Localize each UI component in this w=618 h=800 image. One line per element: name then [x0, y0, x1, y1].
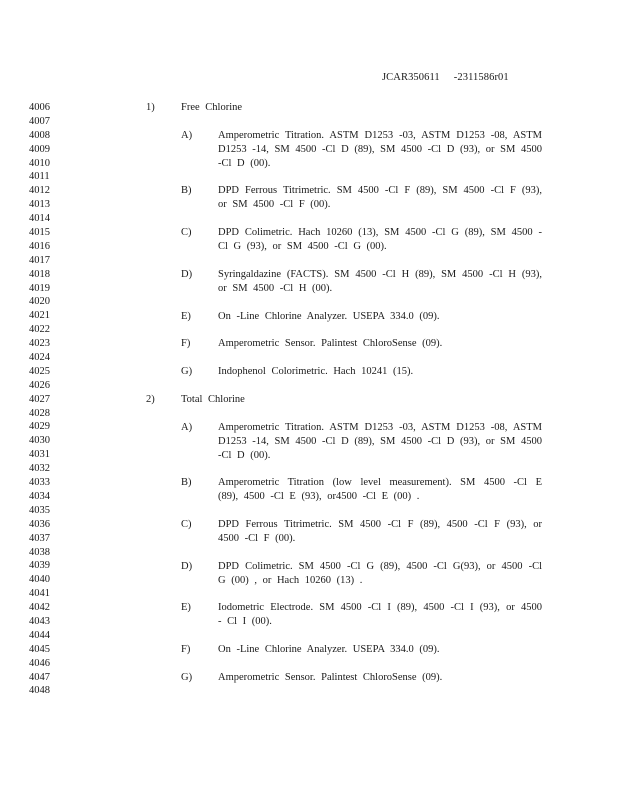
line-number: 4035 — [29, 504, 50, 516]
section-number: 2) — [146, 393, 155, 405]
section-title: Free Chlorine — [181, 102, 243, 113]
line-number: 4026 — [29, 379, 50, 391]
item-letter: D) — [181, 268, 193, 280]
line-number: 4038 — [29, 546, 50, 558]
item-letter: A) — [181, 421, 193, 433]
item-letter: D) — [181, 560, 193, 572]
item-letter: C) — [181, 519, 192, 530]
item-letter: B) — [181, 477, 192, 489]
line-number: 4009 — [29, 143, 50, 155]
line-number: 4019 — [29, 282, 50, 294]
item-text: On -Line Chlorine Analyzer. USEPA 334.0 (09). — [218, 310, 440, 322]
doc-id: JCAR350611 — [382, 72, 440, 83]
line-number: 4048 — [29, 685, 50, 697]
doc-code: -2311586r01 — [453, 72, 509, 83]
line-number: 4037 — [29, 532, 50, 544]
section-title: Total Chlorine — [181, 393, 245, 405]
item-letter: G) — [181, 366, 193, 378]
line-number: 4022 — [29, 324, 50, 336]
line-number: 4012 — [29, 185, 50, 197]
line-number: 4039 — [29, 560, 50, 572]
item-letter: F) — [181, 644, 191, 656]
line-number-column — [29, 101, 50, 698]
line-number: 4034 — [29, 490, 50, 502]
item-text: DPD Ferrous Titrimetric. SM 4500 -Cl F (89), SM 4500 -Cl F (93), or SM 4500 -Cl F (00). — [218, 185, 542, 211]
item-text: Amperometric Sensor. Palintest ChloroSense (09). — [218, 671, 443, 683]
line-number: 4020 — [29, 296, 50, 308]
item-letter: F) — [181, 338, 191, 350]
item-text: Iodometric Electrode. SM 4500 -Cl I (89), 4500 -Cl I (93), or 4500 - Cl I (00). — [218, 602, 542, 628]
item-letter: C) — [181, 227, 192, 239]
line-number: 4023 — [29, 338, 50, 350]
item-text: Amperometric Titration. ASTM D1253 -03, ASTM D1253 -08, ASTM D1253 -14, SM 4500 -Cl D (89), SM 4500 -Cl D (93), or SM 4500 -Cl D (00). — [218, 421, 542, 461]
item-text: Syringaldazine (FACTS). SM 4500 -Cl H (89), SM 4500 -Cl H (93), or SM 4500 -Cl H (00). — [218, 268, 542, 294]
line-number: 4028 — [29, 407, 50, 419]
line-number: 4040 — [29, 574, 50, 586]
line-number: 4043 — [29, 615, 50, 627]
item-text: DPD Colimetric. SM 4500 -Cl G (89), 4500 -Cl G(93), or 4500 -Cl G (00) , or Hach 10260 (13) . — [218, 560, 542, 586]
line-number: 4008 — [29, 129, 50, 141]
item-text: On -Line Chlorine Analyzer. USEPA 334.0 (09). — [218, 644, 440, 656]
line-number: 4047 — [29, 671, 50, 683]
line-number: 4030 — [29, 435, 50, 447]
line-number: 4042 — [29, 602, 50, 614]
line-number: 4027 — [29, 393, 50, 405]
item-letter: A) — [181, 129, 193, 141]
line-number: 4021 — [29, 310, 50, 322]
line-number: 4045 — [29, 643, 50, 655]
line-number: 4006 — [29, 102, 50, 113]
line-number: 4033 — [29, 477, 50, 489]
line-number: 4029 — [29, 421, 50, 433]
line-number: 4031 — [29, 449, 50, 461]
line-number: 4016 — [29, 240, 50, 252]
item-letter: E) — [181, 310, 191, 322]
line-number: 4041 — [29, 588, 50, 600]
line-number: 4017 — [29, 254, 50, 266]
section-number: 1) — [146, 102, 155, 113]
line-number: 4010 — [29, 157, 50, 169]
line-number: 4036 — [29, 518, 50, 530]
item-text: Amperometric Titration (low level measurement). SM 4500 -Cl E (89), 4500 -Cl E (93), or4500 -Cl E (00) . — [218, 477, 542, 503]
line-number: 4015 — [29, 227, 50, 239]
page-header — [382, 72, 509, 83]
item-letter: G) — [181, 671, 193, 683]
line-number: 4046 — [29, 657, 50, 669]
line-number: 4013 — [29, 199, 50, 211]
item-letter: E) — [181, 602, 191, 614]
line-number: 4014 — [29, 213, 50, 225]
item-text: DPD Ferrous Titrimetric. SM 4500 -Cl F (89), 4500 -Cl F (93), or 4500 -Cl F (00). — [218, 519, 542, 544]
item-text: Amperometric Sensor. Palintest ChloroSense (09). — [218, 338, 443, 350]
item-letter: B) — [181, 185, 192, 197]
line-number: 4032 — [29, 463, 50, 475]
line-number: 4025 — [29, 365, 50, 377]
item-text: Amperometric Titration. ASTM D1253 -03, ASTM D1253 -08, ASTM D1253 -14, SM 4500 -Cl D (89), SM 4500 -Cl D (93), or SM 4500 -Cl D (00). — [218, 129, 542, 169]
line-number: 4011 — [29, 171, 50, 183]
item-text: DPD Colimetric. Hach 10260 (13), SM 4500 -Cl G (89), SM 4500 - Cl G (93), or SM 4500 -Cl G (00). — [218, 227, 542, 252]
item-text: Indophenol Colorimetric. Hach 10241 (15). — [218, 366, 414, 378]
line-number: 4044 — [29, 629, 50, 641]
line-number: 4024 — [29, 352, 50, 364]
line-number: 4007 — [29, 115, 50, 127]
line-number: 4018 — [29, 268, 50, 280]
